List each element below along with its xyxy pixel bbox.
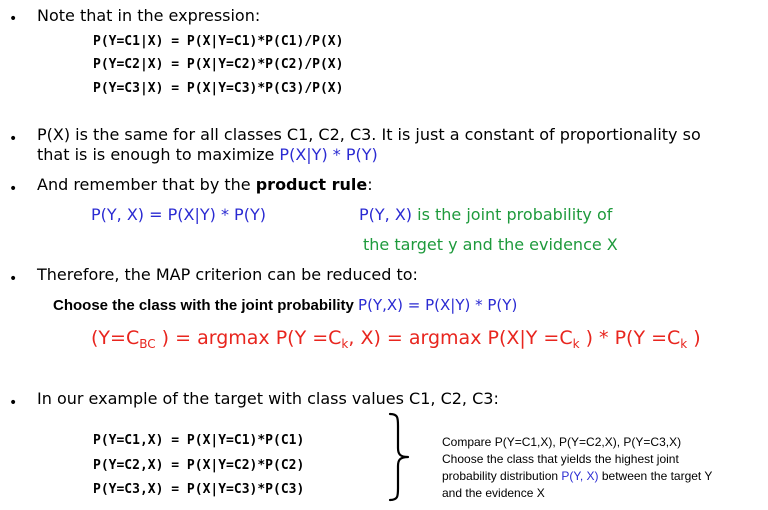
choose-criterion (53, 295, 517, 316)
equation-bayes-c3: P(Y=C3|X) = P(X|Y=C3)*P(C3)/P(X) (93, 81, 344, 96)
compare-note-line-3 (442, 468, 712, 484)
bullet-4: • (9, 271, 18, 287)
product-rule-equation: P(Y, X) = P(X|Y) * P(Y) (91, 205, 266, 224)
bullet-2: • (9, 131, 18, 147)
map-sub-k-3: k (680, 337, 688, 351)
map-argmax-equation (91, 326, 701, 350)
equation-bayes-c2: P(Y=C2|X) = P(X|Y=C2)*P(C2)/P(X) (93, 57, 344, 72)
map-sub-k-1: k (341, 337, 349, 351)
equation-joint-c3: P(Y=C3,X) = P(X|Y=C3)*P(C3) (93, 482, 305, 497)
map-part-1: (Y=C (91, 327, 140, 349)
compare-note-line-3-prefix: probability distribution (442, 469, 562, 483)
map-sub-bc: BC (139, 337, 156, 351)
bullet-3-suffix: : (367, 175, 373, 194)
compare-note-line-3-suffix: between the target Y (598, 469, 713, 483)
map-part-2: ) = argmax P(Y =C (155, 327, 342, 349)
product-rule-label: product rule (255, 175, 368, 194)
map-part-5: ) (687, 327, 701, 349)
bullet-2-line-2 (37, 145, 378, 165)
choose-criterion-expr: P(Y,X) = P(X|Y) * P(Y) (358, 296, 518, 314)
joint-probability-text: is the joint probability of (412, 205, 613, 224)
bullet-1: • (9, 11, 18, 27)
bullet-5: • (9, 395, 18, 411)
equation-joint-c1: P(Y=C1,X) = P(X|Y=C1)*P(C1) (93, 433, 305, 448)
map-part-4: ) * P(Y =C (579, 327, 681, 349)
bullet-1-text: Note that in the expression: (37, 6, 261, 25)
bullet-3-prefix: And remember that by the (37, 175, 256, 194)
maximize-expression: P(X|Y) * P(Y) (279, 145, 378, 164)
bullet-3: • (9, 181, 18, 197)
joint-probability-expr: P(Y, X) (359, 205, 413, 224)
compare-note-line-2: Choose the class that yields the highest joint (442, 452, 679, 466)
curly-brace-icon (384, 412, 416, 502)
bullet-2-line-1: P(X) is the same for all classes C1, C2, C3. It is just a constant of proportionality so (37, 125, 701, 144)
compare-note-expr: P(Y, X) (561, 469, 599, 483)
joint-probability-line-2: the target y and the evidence X (363, 235, 618, 254)
compare-note-line-4: and the evidence X (442, 486, 545, 500)
bullet-2-line-2-text: that is is enough to maximize (37, 145, 280, 164)
bullet-4-text: Therefore, the MAP criterion can be reduced to: (37, 265, 418, 284)
map-part-3: , X) = argmax P(X|Y =C (348, 327, 573, 349)
bullet-3-text (37, 175, 373, 195)
bullet-5-text: In our example of the target with class values C1, C2, C3: (37, 389, 499, 408)
choose-criterion-text: Choose the class with the joint probability (53, 297, 354, 314)
equation-joint-c2: P(Y=C2,X) = P(X|Y=C2)*P(C2) (93, 458, 305, 473)
map-sub-k-2: k (572, 337, 580, 351)
joint-probability-definition (359, 205, 612, 225)
equation-bayes-c1: P(Y=C1|X) = P(X|Y=C1)*P(C1)/P(X) (93, 34, 344, 49)
compare-note-line-1: Compare P(Y=C1,X), P(Y=C2,X), P(Y=C3,X) (442, 435, 682, 449)
